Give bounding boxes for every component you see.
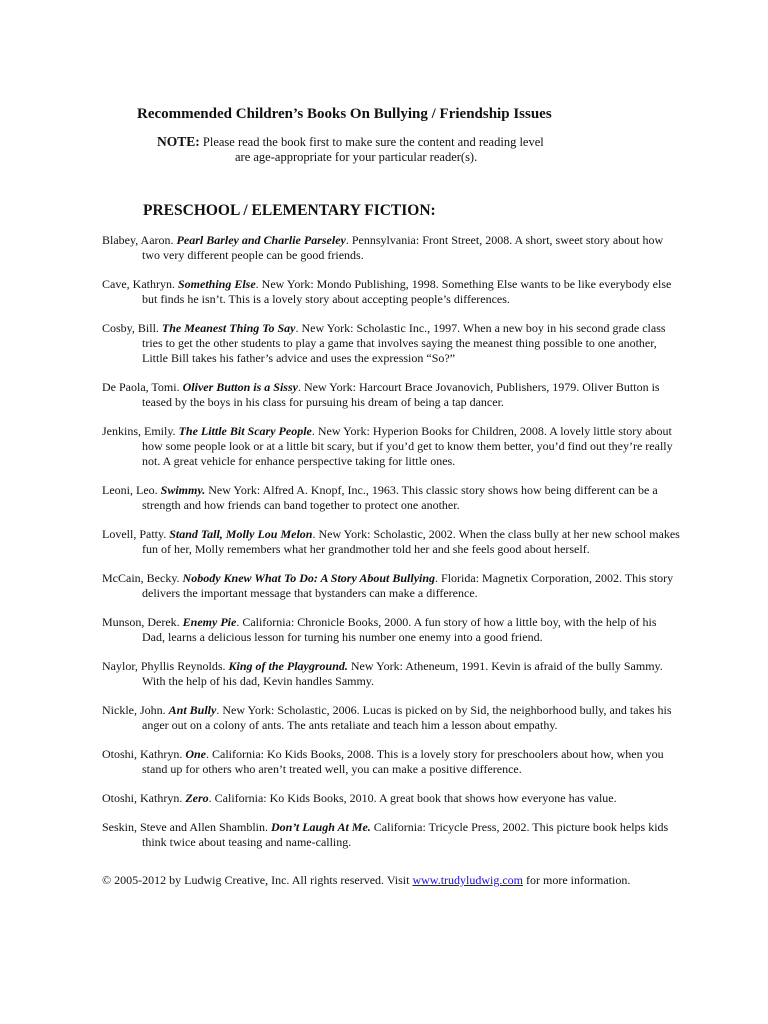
book-author: Cave, Kathryn. — [102, 277, 178, 291]
book-title: One — [185, 747, 206, 761]
book-title: Swimmy. — [160, 483, 206, 497]
book-author: Otoshi, Kathryn. — [102, 791, 186, 805]
note-paragraph — [157, 134, 587, 165]
book-list — [102, 233, 682, 864]
book-entry — [102, 659, 682, 689]
book-title: King of the Playground. — [228, 659, 348, 673]
book-details: . California: Ko Kids Books, 2008. This is a lovely story for preschoolers about how, when you stand up for others who aren’t treated well, you can make a positive difference. — [142, 747, 664, 776]
book-details: New York: Alfred A. Knopf, Inc., 1963. This classic story shows how being different can be a strength and how friends can band together to protect one another. — [142, 483, 658, 512]
book-details: . New York: Mondo Publishing, 1998. Something Else wants to be like everybody else but finds he isn’t. This is a lovely story about accepting people’s differences. — [142, 277, 672, 306]
book-title: Stand Tall, Molly Lou Melon — [169, 527, 313, 541]
book-entry — [102, 483, 682, 513]
book-details: . California: Chronicle Books, 2000. A fun story of how a little boy, with the help of his Dad, learns a delicious lesson for turning his number one enemy into a good friend. — [142, 615, 657, 644]
book-author: Jenkins, Emily. — [102, 424, 179, 438]
book-details: . Florida: Magnetix Corporation, 2002. This story delivers the important message that bystanders can make a difference. — [142, 571, 674, 600]
book-author: Blabey, Aaron. — [102, 233, 177, 247]
book-author: Munson, Derek. — [102, 615, 183, 629]
book-details: . California: Ko Kids Books, 2010. A great book that shows how everyone has value. — [208, 791, 617, 805]
book-title: The Meanest Thing To Say — [161, 321, 296, 335]
book-author: Nickle, John. — [102, 703, 169, 717]
book-details: . Pennsylvania: Front Street, 2008. A short, sweet story about how two very different people can be good friends. — [142, 233, 664, 262]
book-title: Pearl Barley and Charlie Parseley — [176, 233, 346, 247]
book-author: Naylor, Phyllis Reynolds. — [102, 659, 229, 673]
book-title: Enemy Pie — [182, 615, 237, 629]
copyright-footer — [102, 873, 702, 888]
book-entry — [102, 571, 682, 601]
note-label: NOTE: — [157, 134, 200, 149]
book-title: Oliver Button is a Sissy — [182, 380, 298, 394]
book-title: Don’t Laugh At Me. — [271, 820, 371, 834]
website-link[interactable]: www.trudyludwig.com — [412, 873, 524, 887]
book-title: The Little Bit Scary People — [178, 424, 312, 438]
book-entry — [102, 791, 682, 806]
footer-text-before: © 2005-2012 by Ludwig Creative, Inc. All rights reserved. Visit — [102, 873, 413, 887]
book-author: Cosby, Bill. — [102, 321, 162, 335]
book-entry — [102, 820, 682, 850]
note-line-2: are age-appropriate for your particular reader(s). — [235, 150, 478, 164]
book-entry — [102, 527, 682, 557]
book-details: . New York: Hyperion Books for Children, 2008. A lovely little story about how some people look or at a little bit scary, but if you’d get to know them better, you’d find out they’re really not. A great vehicle for enhance perspective taking for little ones. — [142, 424, 673, 468]
book-details: New York: Atheneum, 1991. Kevin is afraid of the bully Sammy. With the help of his dad, Kevin handles Sammy. — [142, 659, 663, 688]
book-entry — [102, 424, 682, 469]
book-details: . New York: Harcourt Brace Jovanovich, Publishers, 1979. Oliver Button is teased by the boys in his class for pursuing his dream of being a tap dancer. — [142, 380, 660, 409]
book-author: De Paola, Tomi. — [102, 380, 183, 394]
book-author: Lovell, Patty. — [102, 527, 170, 541]
book-details: . New York: Scholastic, 2002. When the class bully at her new school makes fun of her, Molly remembers what her grandmother told her and she feels good about herself. — [142, 527, 680, 556]
footer-text-after: for more information. — [523, 873, 631, 887]
book-entry — [102, 233, 682, 263]
book-title: Ant Bully — [168, 703, 217, 717]
book-title: Nobody Knew What To Do: A Story About Bullying — [182, 571, 436, 585]
book-title: Something Else — [177, 277, 256, 291]
book-entry — [102, 380, 682, 410]
book-entry — [102, 277, 682, 307]
book-entry — [102, 615, 682, 645]
book-author: Leoni, Leo. — [102, 483, 161, 497]
book-details: . New York: Scholastic, 2006. Lucas is picked on by Sid, the neighborhood bully, and takes his anger out on a colony of ants. The ants retaliate and teach him a lesson about empathy. — [142, 703, 672, 732]
note-line-1: Please read the book first to make sure the content and reading level — [199, 135, 544, 149]
book-details: . New York: Scholastic Inc., 1997. When a new boy in his second grade class tries to get the other students to play a game that involves saying the meanest thing possible to one another, Little Bill takes his father’s advice and uses the expression “So?” — [142, 321, 666, 365]
book-entry — [102, 321, 682, 366]
section-heading: PRESCHOOL / ELEMENTARY FICTION: — [143, 202, 436, 219]
book-author: Otoshi, Kathryn. — [102, 747, 186, 761]
book-details: California: Tricycle Press, 2002. This picture book helps kids think twice about teasing and name-calling. — [142, 820, 669, 849]
book-title: Zero — [185, 791, 209, 805]
book-entry — [102, 747, 682, 777]
book-author: McCain, Becky. — [102, 571, 183, 585]
book-entry — [102, 703, 682, 733]
document-title: Recommended Children’s Books On Bullying / Friendship Issues — [137, 106, 552, 122]
book-author: Seskin, Steve and Allen Shamblin. — [102, 820, 271, 834]
